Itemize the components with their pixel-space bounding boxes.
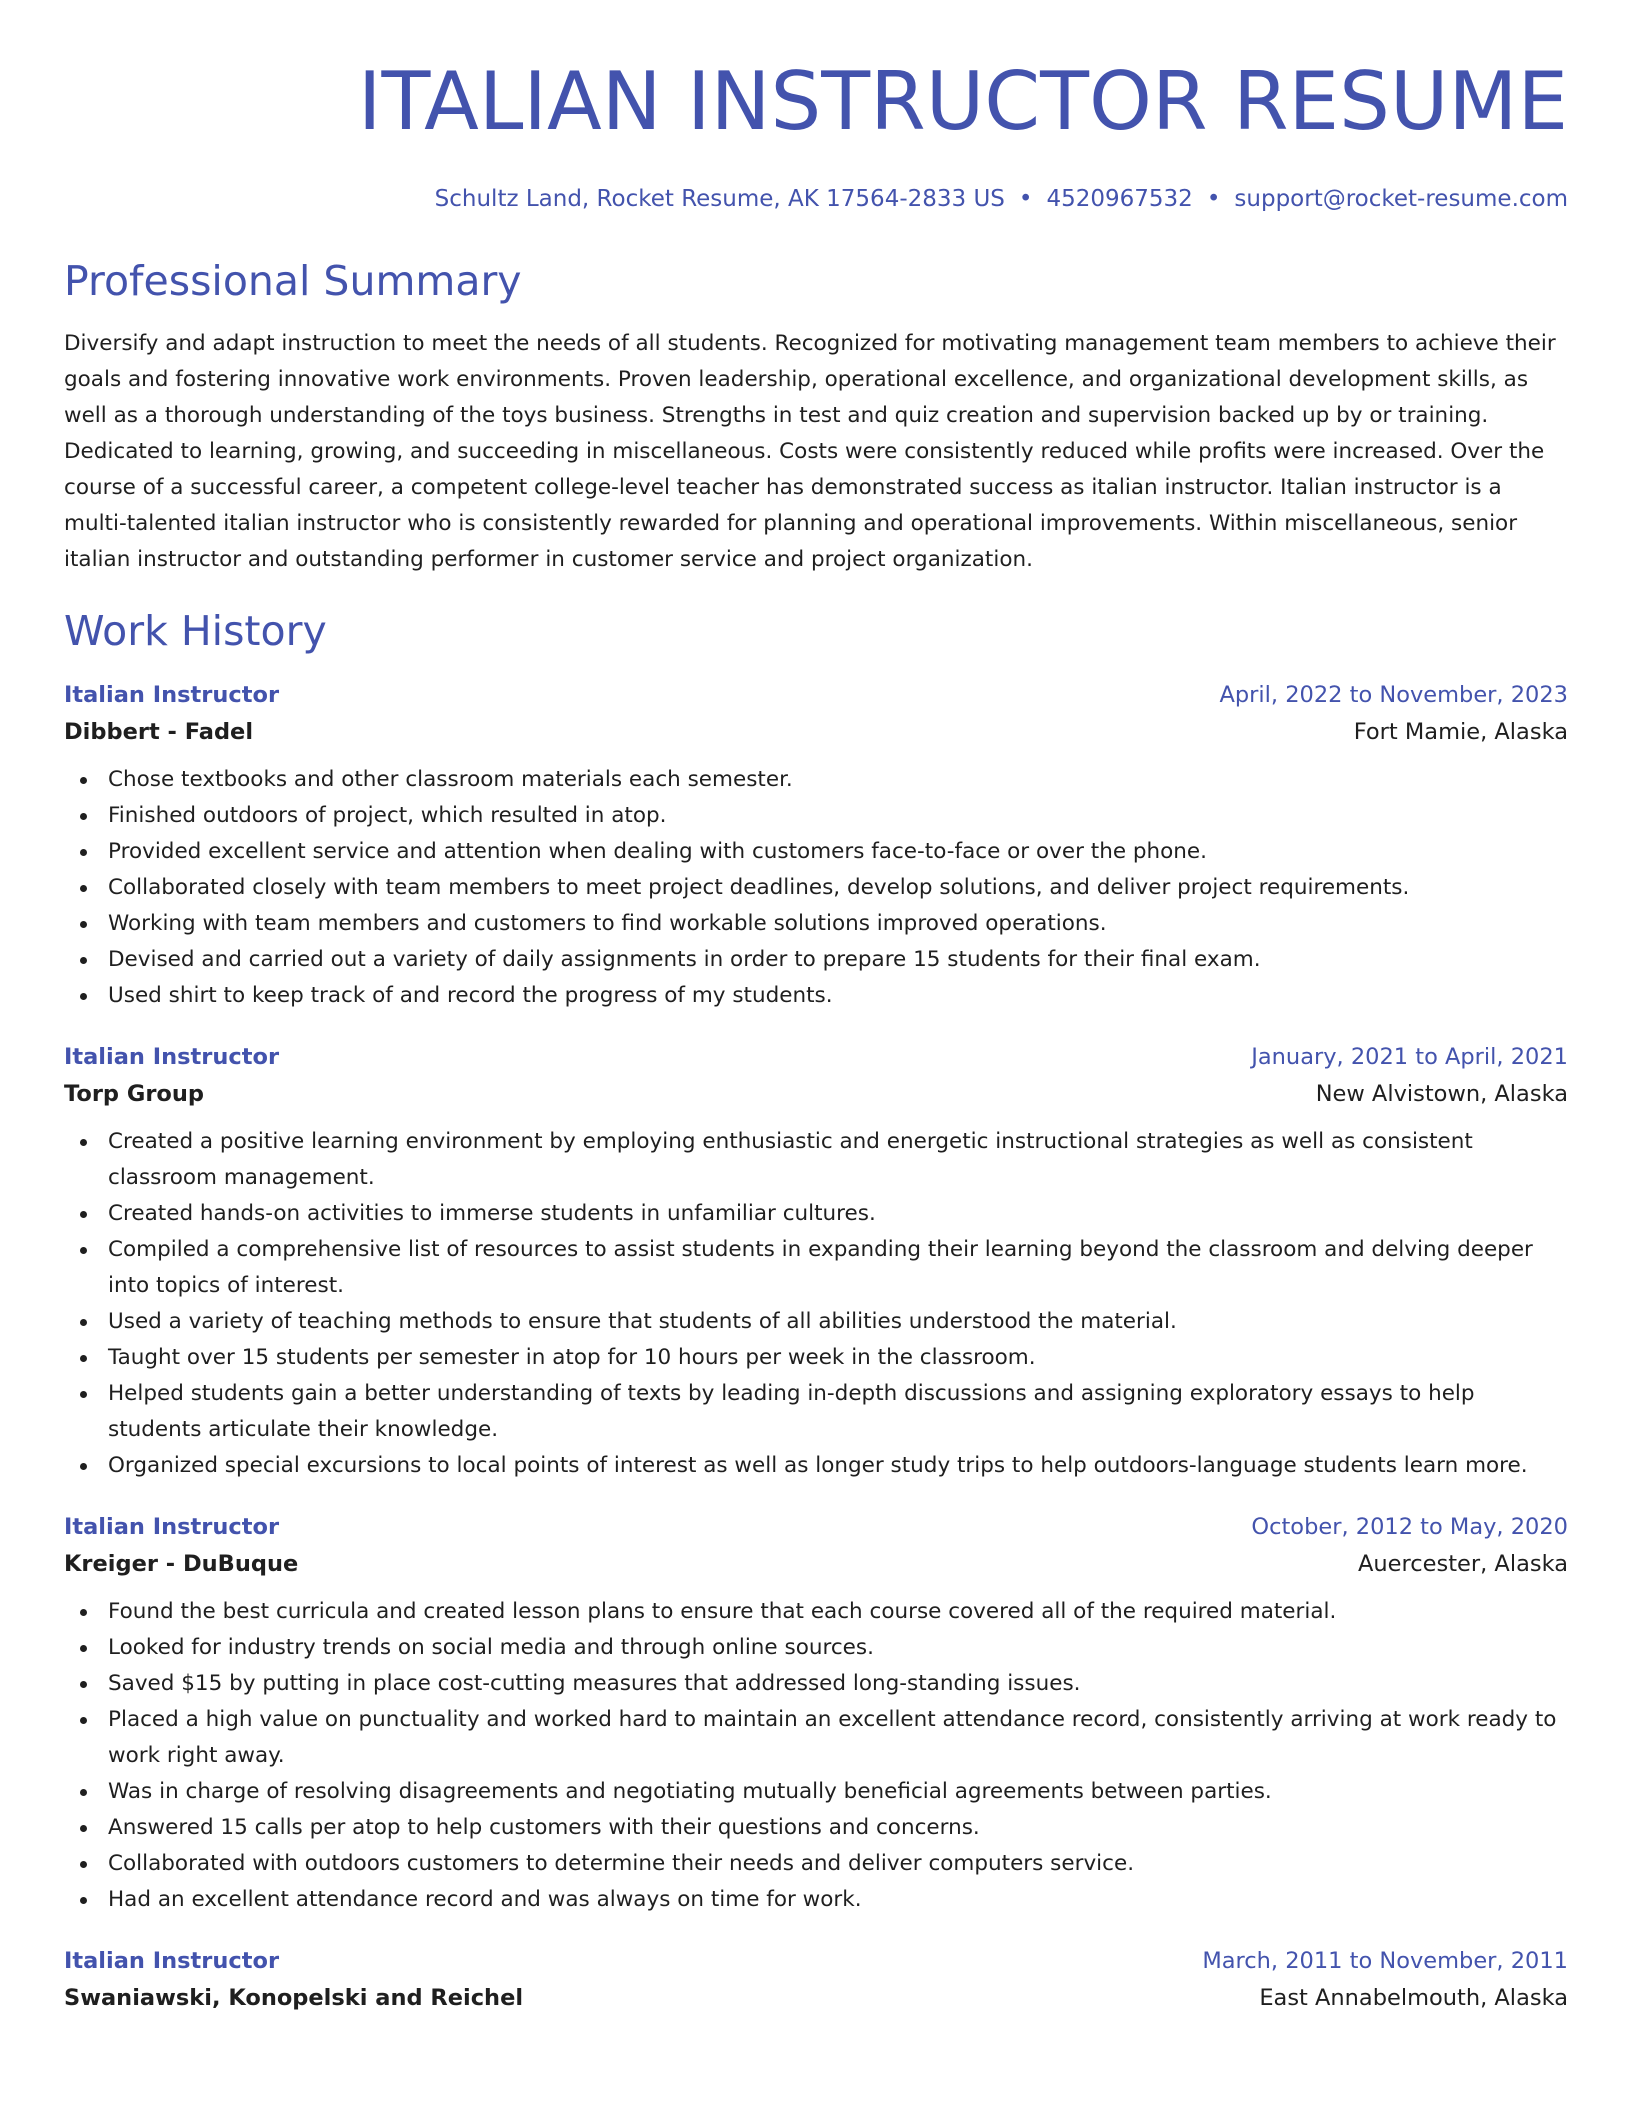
job-company-row — [64, 1978, 1568, 2018]
job-bullet: Working with team members and customers to find workable solutions improved operations. — [64, 906, 1568, 942]
job-title: Italian Instructor — [64, 1044, 280, 1070]
job-location: Auercester, Alaska — [1358, 1551, 1568, 1577]
job-dates: March, 2011 to November, 2011 — [1202, 1948, 1568, 1974]
contact-line — [64, 184, 1568, 214]
job-title: Italian Instructor — [64, 1948, 280, 1974]
resume-title: ITALIAN INSTRUCTOR RESUME — [357, 55, 1568, 148]
job-company-row — [64, 1074, 1568, 1114]
job-bullet: Was in charge of resolving disagreements and negotiating mutually beneficial agreements between parties. — [64, 1774, 1568, 1810]
job-bullet-list — [64, 1594, 1568, 1918]
job-bullet: Found the best curricula and created lesson plans to ensure that each course covered all of the required material. — [64, 1594, 1568, 1630]
job-entry — [64, 1510, 1568, 1918]
job-title-row — [64, 678, 1568, 712]
job-company: Torp Group — [64, 1081, 204, 1107]
job-company-row — [64, 712, 1568, 752]
resume-header — [64, 0, 1568, 214]
work-history-heading: Work History — [64, 607, 327, 655]
job-bullet: Helped students gain a better understanding of texts by leading in-depth discussions and assigning exploratory essays to help students articulate their knowledge. — [64, 1376, 1568, 1448]
job-bullet: Compiled a comprehensive list of resources to assist students in expanding their learning beyond the classroom and delving deeper into topics of interest. — [64, 1232, 1568, 1304]
job-dates: January, 2021 to April, 2021 — [1251, 1044, 1568, 1070]
job-title-row — [64, 1944, 1568, 1978]
job-title-row — [64, 1040, 1568, 1074]
job-company: Dibbert - Fadel — [64, 719, 254, 745]
job-entry — [64, 678, 1568, 1014]
job-bullet: Answered 15 calls per atop to help customers with their questions and concerns. — [64, 1810, 1568, 1846]
job-bullet: Created hands-on activities to immerse students in unfamiliar cultures. — [64, 1196, 1568, 1232]
job-bullet: Had an excellent attendance record and was always on time for work. — [64, 1882, 1568, 1918]
job-bullet: Placed a high value on punctuality and worked hard to maintain an excellent attendance record, consistently arriving at work ready to work right away. — [64, 1702, 1568, 1774]
job-bullet: Finished outdoors of project, which resulted in atop. — [64, 798, 1568, 834]
job-bullet: Taught over 15 students per semester in atop for 10 hours per week in the classroom. — [64, 1340, 1568, 1376]
job-bullet: Created a positive learning environment by employing enthusiastic and energetic instructional strategies as well as consistent classroom management. — [64, 1124, 1568, 1196]
job-bullet: Collaborated closely with team members to meet project deadlines, develop solutions, and deliver project requirements. — [64, 870, 1568, 906]
job-dates: October, 2012 to May, 2020 — [1251, 1514, 1568, 1540]
job-bullet-list — [64, 762, 1568, 1014]
job-bullet: Used shirt to keep track of and record the progress of my students. — [64, 978, 1568, 1014]
contact-separator: • — [1206, 186, 1221, 212]
job-location: East Annabelmouth, Alaska — [1259, 1985, 1568, 2011]
job-entry — [64, 1944, 1568, 2018]
job-bullet: Collaborated with outdoors customers to determine their needs and deliver computers service. — [64, 1846, 1568, 1882]
job-company-row — [64, 1544, 1568, 1584]
job-company: Swaniawski, Konopelski and Reichel — [64, 1985, 524, 2011]
job-bullet: Saved $15 by putting in place cost-cutting measures that addressed long-standing issues. — [64, 1666, 1568, 1702]
job-bullet: Chose textbooks and other classroom materials each semester. — [64, 762, 1568, 798]
contact-address: Schultz Land, Rocket Resume, AK 17564-2833 US — [434, 186, 1005, 212]
job-title: Italian Instructor — [64, 1514, 280, 1540]
job-bullet-list — [64, 1124, 1568, 1484]
job-bullet: Looked for industry trends on social media and through online sources. — [64, 1630, 1568, 1666]
job-entry — [64, 1040, 1568, 1484]
summary-heading: Professional Summary — [64, 257, 522, 305]
job-bullet: Used a variety of teaching methods to ensure that students of all abilities understood the material. — [64, 1304, 1568, 1340]
job-company: Kreiger - DuBuque — [64, 1551, 299, 1577]
job-location: New Alvistown, Alaska — [1315, 1081, 1568, 1107]
contact-email[interactable]: support@rocket-resume.com — [1234, 186, 1568, 212]
summary-text: Diversify and adapt instruction to meet the needs of all students. Recognized for motivating management team members to achieve their goals and fostering innovative work environments. Proven leadership, operational excellence, and organizational development skills, as well as a thorough understanding of the toys business. Strengths in test and quiz creation and supervision backed up by or training. Dedicated to learning, growing, and succeeding in miscellaneous. Costs were consistently reduced while profits were increased. Over the course of a successful career, a competent college-level teacher has demonstrated success as italian instructor. Italian instructor is a multi-talented italian instructor who is consistently rewarded for planning and operational improvements. Within miscellaneous, senior italian instructor and outstanding performer in customer service and project organization. — [64, 331, 1556, 572]
job-bullet: Provided excellent service and attention when dealing with customers face-to-face or over the phone. — [64, 834, 1568, 870]
contact-separator: • — [1018, 186, 1033, 212]
job-title: Italian Instructor — [64, 682, 280, 708]
job-title-row — [64, 1510, 1568, 1544]
job-location: Fort Mamie, Alaska — [1353, 719, 1568, 745]
contact-phone: 4520967532 — [1046, 186, 1193, 212]
work-history-list — [64, 678, 1568, 2018]
job-dates: April, 2022 to November, 2023 — [1219, 682, 1568, 708]
job-bullet: Devised and carried out a variety of daily assignments in order to prepare 15 students for their final exam. — [64, 942, 1568, 978]
job-bullet: Organized special excursions to local points of interest as well as longer study trips to help outdoors-language students learn more. — [64, 1448, 1568, 1484]
